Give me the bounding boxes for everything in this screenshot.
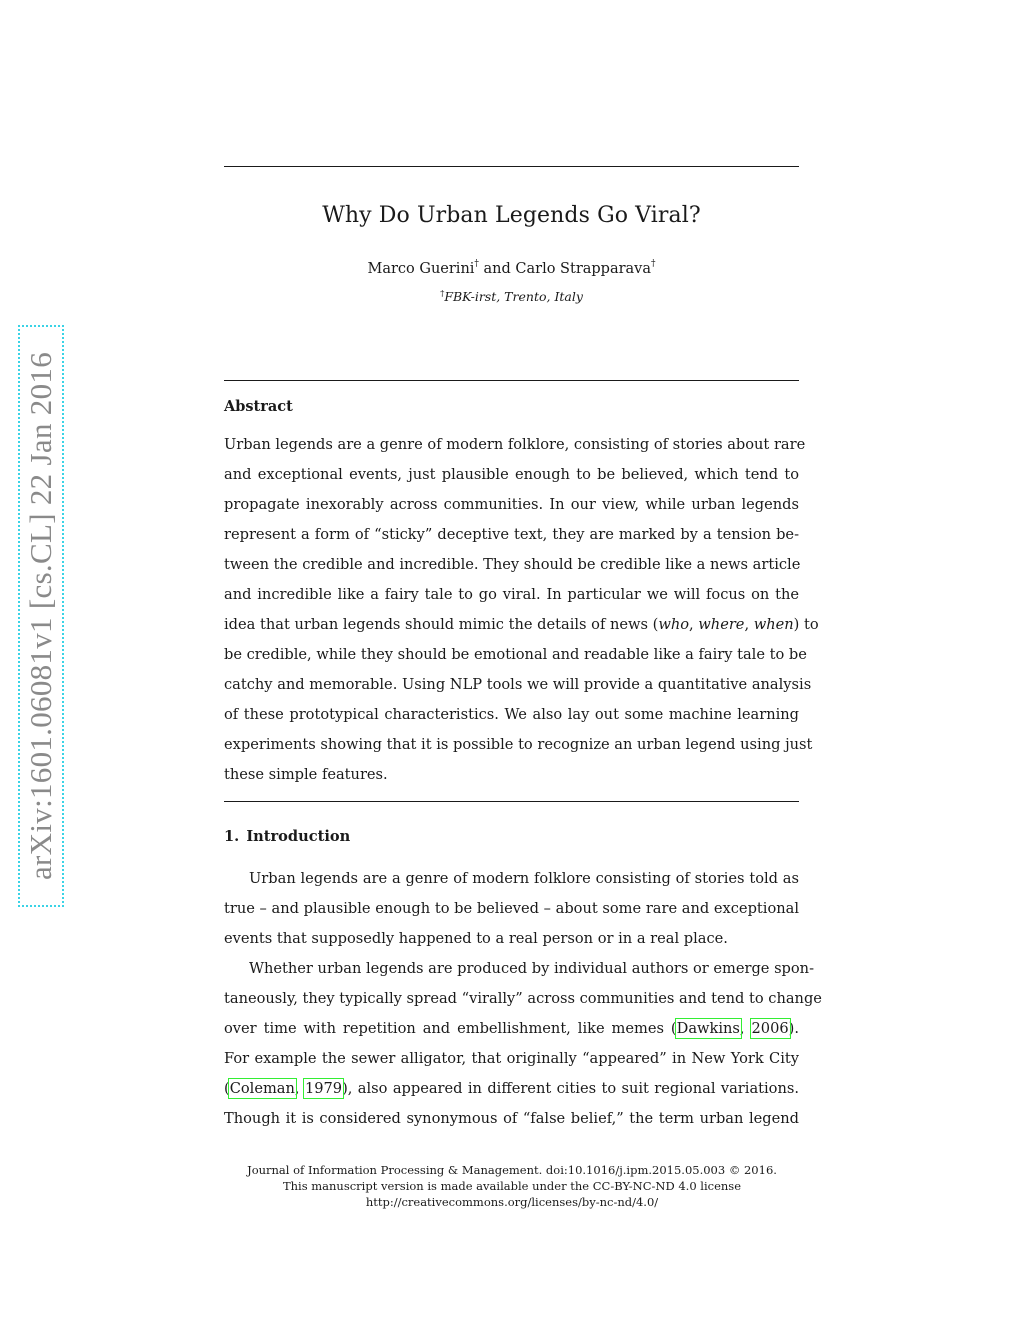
body-line-text: ). [788,1020,799,1037]
abstract-line: tween the credible and incredible. They should be credible like a news article [224,556,801,573]
body-line-text: ), also appeared in different cities to suit regional variations. [342,1080,799,1097]
separator: , [689,616,699,633]
footer-journal: Journal of Information Processing & Management. doi:10.1016/j.ipm.2015.05.003 © 2016. [247,1163,777,1177]
abstract-line [224,616,819,633]
top-rule [224,166,799,167]
body-line: For example the sewer alligator, that originally “appeared” in New York City [224,1050,799,1067]
citation-coleman-author[interactable]: Coleman [229,1080,295,1097]
paper-title: Why Do Urban Legends Go Viral? [322,203,701,228]
abstract-line: catchy and memorable. Using NLP tools we will provide a quantitative analysis [224,676,812,693]
abstract-line: these simple features. [224,766,388,783]
body-line [224,1020,799,1037]
separator: , [744,616,754,633]
affiliation-text: FBK-irst, Trento, Italy [444,289,583,305]
author-guerini: Marco Guerini [367,260,475,277]
body-line: true – and plausible enough to be believed – about some rare and exceptional [224,900,799,917]
citation-separator: , [294,1080,305,1097]
abstract-bottom-rule [224,801,799,802]
who-term: who [658,616,690,633]
authors [224,260,799,277]
abstract-top-rule [224,380,799,381]
abstract-heading: Abstract [224,398,293,415]
abstract-line: and exceptional events, just plausible enough to be believed, which tend to [224,466,799,483]
where-term: where [698,616,745,633]
abstract-line: represent a form of “sticky” deceptive text, they are marked by a tension be- [224,526,799,543]
citation-dawkins-author[interactable]: Dawkins [676,1020,740,1037]
author-strapparava: Carlo Strapparava [515,260,652,277]
body-line-text: ( [224,1080,230,1097]
abstract-line-tail: ) to [793,616,819,633]
section-heading-introduction: 1. Introduction [224,828,351,845]
when-term: when [753,616,794,633]
abstract-line: experiments showing that it is possible to recognize an urban legend using just [224,736,813,753]
affiliation-mark: † [440,289,445,299]
body-line: events that supposedly happened to a real person or in a real place. [224,930,728,947]
footer-license: This manuscript version is made available under the CC-BY-NC-ND 4.0 license [282,1179,742,1193]
footer-license-url[interactable]: http://creativecommons.org/licenses/by-nc-nd/4.0/ [365,1195,659,1209]
abstract-line: be credible, while they should be emotional and readable like a fairy tale to be [224,646,807,663]
author-connector: and [478,260,516,277]
citation-coleman-year[interactable]: 1979 [304,1080,343,1097]
abstract-line: Urban legends are a genre of modern folklore, consisting of stories about rare [224,436,806,453]
affiliation [224,289,799,304]
body-line [224,1080,799,1097]
citation-separator: , [739,1020,752,1037]
citation-dawkins-year[interactable]: 2006 [751,1020,789,1037]
abstract-line: propagate inexorably across communities. In our view, while urban legends [224,496,799,513]
author-mark: † [474,259,479,269]
abstract-line: and incredible like a fairy tale to go viral. In particular we will focus on the [224,586,799,603]
author-mark: † [651,259,656,269]
abstract-line: of these prototypical characteristics. We also lay out some machine learning [224,706,799,723]
body-line: Though it is considered synonymous of “false belief,” the term urban legend [224,1110,799,1127]
body-line: Whether urban legends are produced by individual authors or emerge spon- [249,960,815,977]
body-line: taneously, they typically spread “virally” across communities and tend to change [224,990,822,1007]
body-line-text: over time with repetition and embellishment, like memes ( [224,1020,677,1037]
body-line: Urban legends are a genre of modern folklore consisting of stories told as [249,870,799,887]
abstract-line-text: idea that urban legends should mimic the details of news ( [224,616,659,633]
arxiv-stamp: arXiv:1601.06081v1 [cs.CL] 22 Jan 2016 [23,351,58,881]
